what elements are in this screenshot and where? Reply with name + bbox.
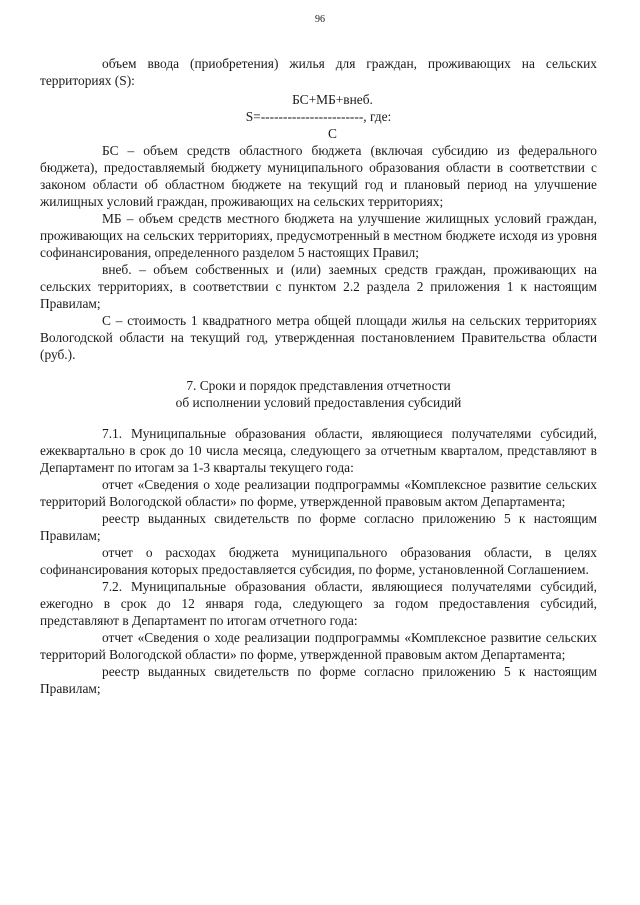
definition-bs: БС – объем средств областного бюджета (включая субсидию из федерального бюджета), предоставляемый бюджету муниципального образования области в соответствии с законом области об областном бюджете на текущий год и плановый период на улучшение жилищных условий граждан, проживающих на сельских территориях; bbox=[40, 143, 597, 209]
document-body bbox=[40, 55, 597, 697]
paragraph-7-2: 7.2. Муниципальные образования области, являющиеся получателями субсидий, ежегодно в срок до 12 января года, следующего за годом предоставления субсидий, представляют в Департамент по итогам отчетного года: bbox=[40, 579, 597, 628]
paragraph-7-1: 7.1. Муниципальные образования области, являющиеся получателями субсидий, ежеквартально в срок до 10 числа месяца, следующего за отчетным кварталом, представляют в Департамент по итогам за 1-3 кварталы текущего года: bbox=[40, 426, 597, 475]
formula-lead-paragraph: объем ввода (приобретения) жилья для граждан, проживающих на сельских территориях (S): bbox=[40, 56, 597, 88]
paragraph-7-2-registry: реестр выданных свидетельств по форме согласно приложению 5 к настоящим Правилам; bbox=[40, 664, 597, 696]
section-heading-line-1: 7. Сроки и порядок представления отчетности bbox=[186, 378, 451, 393]
paragraph-7-2-report: отчет «Сведения о ходе реализации подпрограммы «Комплексное развитие сельских территорий Вологодской области» по форме, утвержденной правовым актом Департамента; bbox=[40, 630, 597, 662]
section-heading bbox=[40, 377, 597, 411]
definition-mb: МБ – объем средств местного бюджета на улучшение жилищных условий граждан, проживающих на сельских территориях, предусмотренный в местном бюджете исходя из уровня софинансирования, определенного разделом 5 настоящих Правил; bbox=[40, 211, 597, 260]
formula-denominator: С bbox=[328, 126, 337, 141]
formula-line: S=-----------------------, где: bbox=[245, 109, 392, 124]
section-heading-line-2: об исполнении условий предоставления субсидий bbox=[175, 395, 462, 410]
formula-numerator: БС+МБ+внеб. bbox=[292, 92, 373, 107]
paragraph-7-1-expenses: отчет о расходах бюджета муниципального образования области, в целях софинансирования которых предоставляется субсидия, по форме, установленной Соглашением. bbox=[40, 545, 597, 577]
formula-block bbox=[40, 91, 597, 142]
paragraph-7-1-report: отчет «Сведения о ходе реализации подпрограммы «Комплексное развитие сельских территорий Вологодской области» по форме, утвержденной правовым актом Департамента; bbox=[40, 477, 597, 509]
page-number: 96 bbox=[315, 14, 325, 25]
paragraph-7-1-registry: реестр выданных свидетельств по форме согласно приложению 5 к настоящим Правилам; bbox=[40, 511, 597, 543]
definition-vneb: внеб. – объем собственных и (или) заемных средств граждан, проживающих на сельских территориях, в соответствии с пунктом 2.2 раздела 2 приложения 1 к настоящим Правилам; bbox=[40, 262, 597, 311]
definition-c: С – стоимость 1 квадратного метра общей площади жилья на сельских территориях Вологодской области на текущий год, утвержденная постановлением Правительства области (руб.). bbox=[40, 313, 597, 362]
